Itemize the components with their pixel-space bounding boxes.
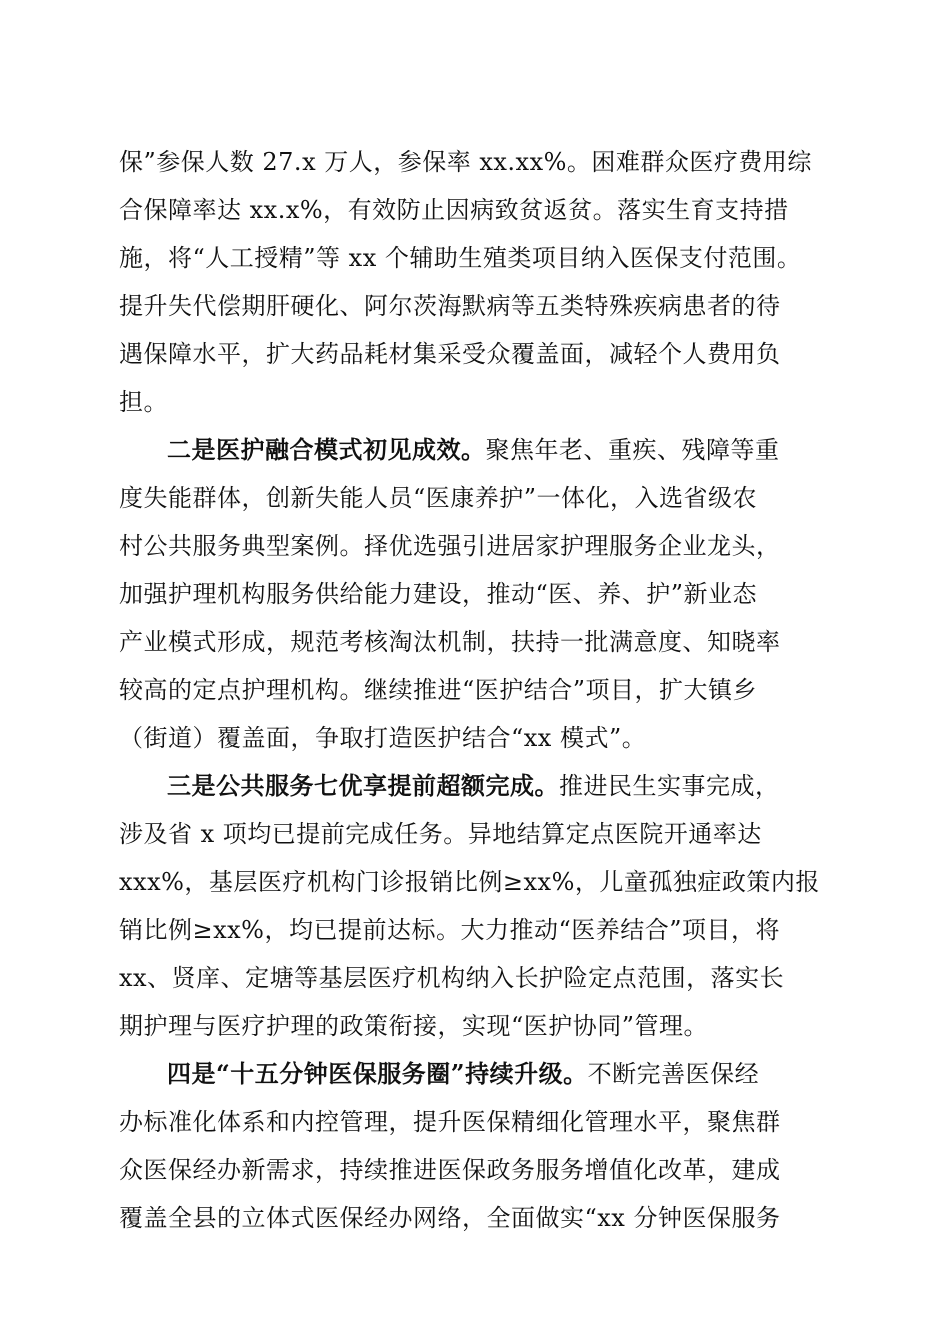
paragraph-heading: 三是公共服务七优享提前超额完成。 [167, 771, 559, 800]
paragraph-line: 销比例≥xx%，均已提前达标。大力推动“医养结合”项目，将 [119, 916, 781, 944]
paragraph-line: 办标准化体系和内控管理，提升医保精细化管理水平，聚焦群 [119, 1108, 781, 1136]
paragraph-first-line [167, 426, 831, 474]
paragraph-line: 较高的定点护理机构。继续推进“医护结合”项目，扩大镇乡 [119, 676, 758, 704]
paragraph-line: （街道）覆盖面，争取打造医护结合“xx 模式”。 [119, 724, 647, 752]
paragraph-line: 提升失代偿期肝硬化、阿尔茨海默病等五类特殊疾病患者的待 [119, 292, 781, 320]
paragraph-line: 施，将“人工授精”等 xx 个辅助生殖类项目纳入医保支付范围。 [119, 244, 802, 272]
paragraph-line: 合保障率达 xx.x%，有效防止因病致贫返贫。落实生育支持措 [119, 196, 789, 224]
paragraph-line: 覆盖全县的立体式医保经办网络，全面做实“xx 分钟医保服务 [119, 1204, 781, 1232]
paragraph-line: 保”参保人数 27.x 万人，参保率 xx.xx%。困难群众医疗费用综 [119, 148, 812, 176]
paragraph-text: 推进民生实事完成， [559, 772, 780, 800]
paragraph-line: xxx%，基层医疗机构门诊报销比例≥xx%，儿童孤独症政策内报 [119, 868, 820, 896]
paragraph-line: 加强护理机构服务供给能力建设，推动“医、养、护”新业态 [119, 580, 758, 608]
paragraph-first-line [167, 1050, 831, 1098]
paragraph-heading: 二是医护融合模式初见成效。 [167, 435, 486, 464]
paragraph-line: 担。 [119, 388, 168, 416]
paragraph-line: 产业模式形成，规范考核淘汰机制，扶持一批满意度、知晓率 [119, 628, 781, 656]
paragraph-line: 度失能群体，创新失能人员“医康养护”一体化，入选省级农 [119, 484, 758, 512]
paragraph-heading: 四是“十五分钟医保服务圈”持续升级。 [167, 1059, 588, 1088]
paragraph-text: 聚焦年老、重疾、残障等重 [485, 436, 780, 464]
paragraph-line: 涉及省 x 项均已提前完成任务。异地结算定点医院开通率达 [119, 820, 762, 848]
paragraph-line: 村公共服务典型案例。择优选强引进居家护理服务企业龙头， [119, 532, 781, 560]
paragraph-line: 遇保障水平，扩大药品耗材集采受众覆盖面，减轻个人费用负 [119, 340, 781, 368]
paragraph-first-line [167, 762, 831, 810]
paragraph-line: xx、贤庠、定塘等基层医疗机构纳入长护险定点范围，落实长 [119, 964, 785, 992]
paragraph-line: 期护理与医疗护理的政策衔接，实现“医护协同”管理。 [119, 1012, 709, 1040]
paragraph-line: 众医保经办新需求，持续推进医保政务服务增值化改革，建成 [119, 1156, 781, 1184]
paragraph-text: 不断完善医保经 [587, 1060, 760, 1088]
